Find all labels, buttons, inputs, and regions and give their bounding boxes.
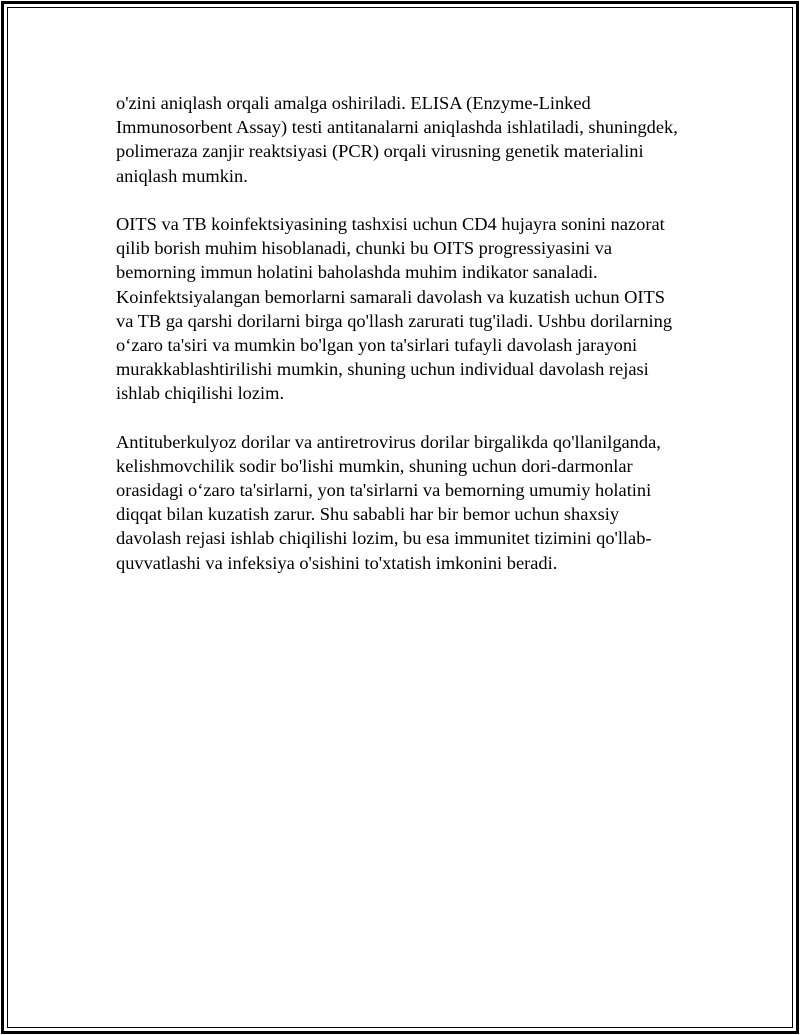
- text-line: o'zini aniqlash orqali amalga oshiriladi. ELISA (Enzyme-Linked: [116, 93, 591, 113]
- text-line: o‘zaro ta'siri va mumkin bo'lgan yon ta'sirlari tufayli davolash jarayoni: [116, 334, 638, 355]
- text-line: polimeraza zanjir reaktsiyasi (PCR) orqali virusning genetik materialini: [116, 141, 644, 162]
- text-line: kelishmovchilik sodir bo'lishi mumkin, shuning uchun dori-darmonlar: [116, 455, 633, 476]
- text-line: OITS va TB koinfektsiyasining tashxisi uchun CD4 hujayra sonini nazorat: [116, 213, 665, 234]
- text-line: murakkablashtirilishi mumkin, shuning uchun individual davolash rejasi: [116, 359, 649, 380]
- text-line: quvvatlashi va infeksiya o'sishini to'xtatish imkonini beradi.: [116, 552, 558, 573]
- text-line: aniqlash mumkin.: [116, 165, 248, 186]
- text-line: Koinfektsiyalangan bemorlarni samarali davolash va kuzatish uchun OITS: [116, 286, 666, 307]
- paragraph-1: [116, 91, 756, 188]
- text-line: diqqat bilan kuzatish zarur. Shu sababli har bir bemor uchun shaxsiy: [116, 504, 620, 525]
- text-line: Antituberkulyoz dorilar va antiretrovirus dorilar birgalikda qo'llanilganda,: [116, 431, 661, 452]
- paragraph-2: [116, 212, 756, 406]
- document-body: [116, 91, 756, 599]
- text-line: va TB ga qarshi dorilarni birga qo'llash zarurati tug'iladi. Ushbu dorilarning: [116, 310, 673, 331]
- text-line: bemorning immun holatini baholashda muhim indikator sanaladi.: [116, 262, 598, 283]
- text-line: davolash rejasi ishlab chiqilishi lozim, bu esa immunitet tizimini qo'llab-: [116, 528, 652, 549]
- text-line: Immunosorbent Assay) testi antitanalarni aniqlashda ishlatiladi, shuningdek,: [116, 117, 678, 138]
- text-line: ishlab chiqilishi lozim.: [116, 383, 285, 404]
- text-line: qilib borish muhim hisoblanadi, chunki bu OITS progressiyasini va: [116, 238, 612, 259]
- text-line: orasidagi o‘zaro ta'sirlarni, yon ta'sirlarni va bemorning umumiy holatini: [116, 480, 652, 500]
- paragraph-3: [116, 430, 756, 575]
